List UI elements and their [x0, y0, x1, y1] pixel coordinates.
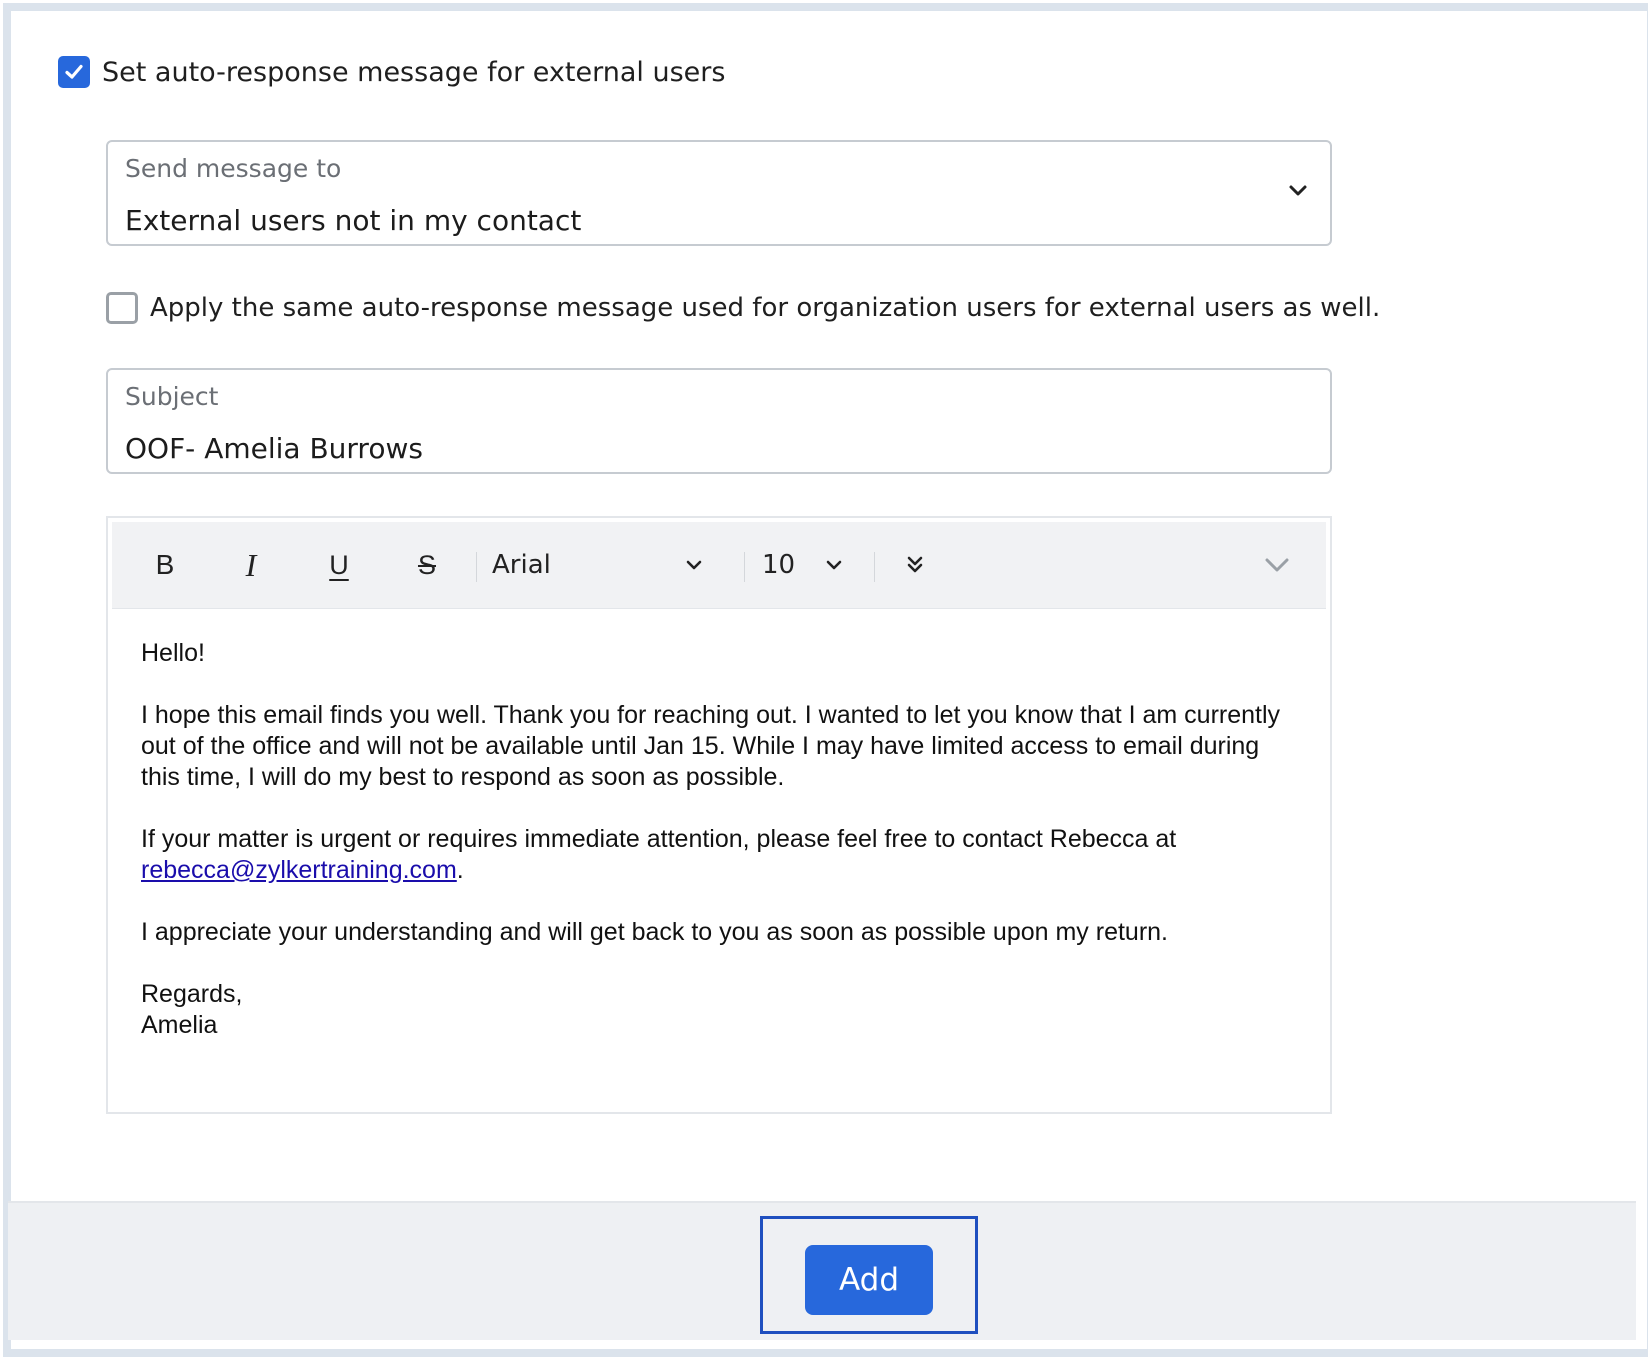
- message-body[interactable]: [141, 638, 1301, 1041]
- font-family-value: Arial: [492, 550, 551, 580]
- send-message-to-value: External users not in my contact: [125, 204, 582, 237]
- message-greeting: Hello!: [141, 639, 205, 667]
- message-signature: Amelia: [141, 1011, 218, 1039]
- editor-toolbar: [112, 522, 1326, 609]
- checkmark-icon: [63, 61, 85, 83]
- message-paragraph: I hope this email finds you well. Thank you for reaching out. I wanted to let you know that I am currently out of the office and will not be available until Jan 15. While I may have limited access to email during this time, I will do my best to respond as soon as possible.: [141, 701, 1281, 791]
- add-button[interactable]: Add: [805, 1245, 933, 1315]
- bold-button[interactable]: [140, 522, 190, 608]
- send-message-to-label: Send message to: [125, 154, 342, 183]
- collapse-toolbar-button[interactable]: [1252, 522, 1302, 608]
- chevron-down-icon[interactable]: [1288, 184, 1308, 203]
- underline-icon: U: [329, 549, 349, 580]
- underline-button[interactable]: [314, 522, 364, 608]
- chevron-down-icon: [686, 559, 702, 571]
- subject-field[interactable]: [106, 368, 1332, 474]
- message-paragraph: I appreciate your understanding and will get back to you as soon as possible upon my return.: [141, 918, 1169, 946]
- chevron-down-icon: [826, 559, 842, 571]
- external-users-checkbox-row[interactable]: [58, 56, 725, 88]
- message-paragraph: [141, 824, 1301, 886]
- chevron-down-icon: [1264, 557, 1290, 573]
- italic-icon: I: [245, 546, 257, 583]
- double-chevron-down-icon: [906, 555, 924, 575]
- same-message-checkbox[interactable]: [106, 292, 138, 324]
- same-message-checkbox-row[interactable]: [106, 292, 1380, 324]
- font-size-select[interactable]: [748, 522, 850, 608]
- toolbar-divider: [476, 552, 477, 582]
- send-message-to-select[interactable]: [106, 140, 1332, 246]
- message-paragraph-text: If your matter is urgent or requires immediate attention, please feel free to contact Rebecca at: [141, 825, 1177, 853]
- external-users-checkbox[interactable]: [58, 56, 90, 88]
- strikethrough-button[interactable]: [402, 522, 452, 608]
- bold-icon: B: [155, 549, 175, 580]
- font-family-select[interactable]: [478, 522, 710, 608]
- message-paragraph-end: .: [456, 856, 464, 884]
- italic-button[interactable]: [226, 522, 276, 608]
- strikethrough-icon: S: [417, 549, 436, 580]
- font-size-value: 10: [762, 550, 796, 580]
- subject-label: Subject: [125, 382, 219, 411]
- external-users-checkbox-label: Set auto-response message for external users: [102, 56, 726, 88]
- toolbar-divider: [744, 552, 745, 582]
- subject-value: OOF- Amelia Burrows: [125, 432, 423, 465]
- message-editor[interactable]: [106, 516, 1332, 1114]
- email-link[interactable]: rebecca@zylkertraining.com: [141, 856, 457, 884]
- more-options-button[interactable]: [890, 522, 940, 608]
- toolbar-divider: [874, 552, 875, 582]
- message-signoff: Regards,: [141, 980, 243, 1008]
- same-message-checkbox-label: Apply the same auto-response message used for organization users for external users as well.: [150, 293, 1381, 323]
